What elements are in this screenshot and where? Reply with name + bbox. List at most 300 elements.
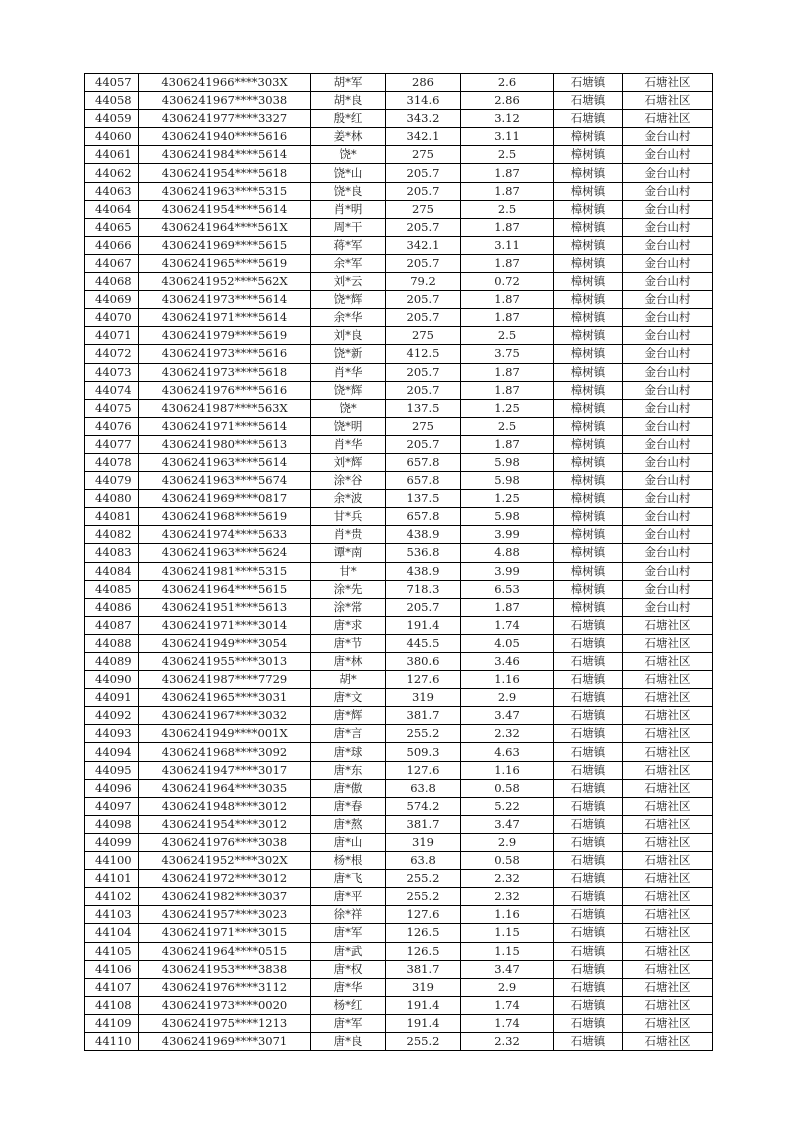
amount-cell: 319 [386, 689, 461, 707]
amount-cell: 205.7 [386, 598, 461, 616]
serial-number-cell: 44081 [85, 508, 139, 526]
town-cell: 樟树镇 [554, 472, 623, 490]
village-cell: 金台山村 [623, 526, 713, 544]
town-cell: 石塘镇 [554, 634, 623, 652]
serial-number-cell: 44099 [85, 833, 139, 851]
id-number-cell: 4306241954****3012 [139, 815, 311, 833]
id-number-cell: 4306241954****5614 [139, 200, 311, 218]
id-number-cell: 4306241940****5616 [139, 128, 311, 146]
serial-number-cell: 44057 [85, 74, 139, 92]
serial-number-cell: 44071 [85, 327, 139, 345]
serial-number-cell: 44108 [85, 996, 139, 1014]
amount-cell: 205.7 [386, 363, 461, 381]
table-row [85, 616, 713, 634]
serial-number-cell: 44101 [85, 870, 139, 888]
amount-cell: 438.9 [386, 526, 461, 544]
id-number-cell: 4306241964****5615 [139, 580, 311, 598]
name-cell: 肖*华 [311, 363, 386, 381]
area-cell: 3.12 [461, 110, 554, 128]
area-cell: 5.98 [461, 472, 554, 490]
town-cell: 石塘镇 [554, 92, 623, 110]
table-row [85, 327, 713, 345]
serial-number-cell: 44079 [85, 472, 139, 490]
village-cell: 金台山村 [623, 417, 713, 435]
area-cell: 1.15 [461, 924, 554, 942]
village-cell: 金台山村 [623, 146, 713, 164]
village-cell: 石塘社区 [623, 852, 713, 870]
town-cell: 石塘镇 [554, 852, 623, 870]
area-cell: 2.5 [461, 327, 554, 345]
village-cell: 金台山村 [623, 598, 713, 616]
table-row [85, 689, 713, 707]
village-cell: 金台山村 [623, 381, 713, 399]
serial-number-cell: 44077 [85, 435, 139, 453]
area-cell: 2.32 [461, 725, 554, 743]
town-cell: 樟树镇 [554, 254, 623, 272]
table-row [85, 761, 713, 779]
town-cell: 樟树镇 [554, 345, 623, 363]
table-row [85, 779, 713, 797]
area-cell: 1.25 [461, 399, 554, 417]
amount-cell: 205.7 [386, 381, 461, 399]
table-row [85, 743, 713, 761]
serial-number-cell: 44082 [85, 526, 139, 544]
name-cell: 姜*林 [311, 128, 386, 146]
id-number-cell: 4306241963****5315 [139, 182, 311, 200]
amount-cell: 342.1 [386, 236, 461, 254]
table-row [85, 236, 713, 254]
id-number-cell: 4306241971****5614 [139, 309, 311, 327]
village-cell: 金台山村 [623, 182, 713, 200]
table-row [85, 942, 713, 960]
serial-number-cell: 44068 [85, 273, 139, 291]
village-cell: 石塘社区 [623, 743, 713, 761]
town-cell: 樟树镇 [554, 544, 623, 562]
name-cell: 谭*南 [311, 544, 386, 562]
table-row [85, 273, 713, 291]
amount-cell: 255.2 [386, 725, 461, 743]
name-cell: 甘* [311, 562, 386, 580]
records-table [84, 73, 713, 1051]
table-row [85, 978, 713, 996]
town-cell: 石塘镇 [554, 870, 623, 888]
amount-cell: 205.7 [386, 435, 461, 453]
table-row [85, 924, 713, 942]
area-cell: 4.88 [461, 544, 554, 562]
name-cell: 刘*云 [311, 273, 386, 291]
serial-number-cell: 44105 [85, 942, 139, 960]
village-cell: 金台山村 [623, 327, 713, 345]
village-cell: 金台山村 [623, 490, 713, 508]
serial-number-cell: 44080 [85, 490, 139, 508]
town-cell: 石塘镇 [554, 779, 623, 797]
village-cell: 石塘社区 [623, 924, 713, 942]
serial-number-cell: 44089 [85, 653, 139, 671]
id-number-cell: 4306241948****3012 [139, 797, 311, 815]
village-cell: 金台山村 [623, 254, 713, 272]
serial-number-cell: 44066 [85, 236, 139, 254]
amount-cell: 275 [386, 327, 461, 345]
town-cell: 石塘镇 [554, 671, 623, 689]
id-number-cell: 4306241967****3038 [139, 92, 311, 110]
name-cell: 胡*良 [311, 92, 386, 110]
serial-number-cell: 44065 [85, 218, 139, 236]
town-cell: 樟树镇 [554, 146, 623, 164]
amount-cell: 275 [386, 200, 461, 218]
amount-cell: 445.5 [386, 634, 461, 652]
town-cell: 石塘镇 [554, 978, 623, 996]
name-cell: 唐*军 [311, 1014, 386, 1032]
amount-cell: 412.5 [386, 345, 461, 363]
id-number-cell: 4306241976****3112 [139, 978, 311, 996]
serial-number-cell: 44096 [85, 779, 139, 797]
village-cell: 金台山村 [623, 164, 713, 182]
amount-cell: 127.6 [386, 671, 461, 689]
table-row [85, 417, 713, 435]
serial-number-cell: 44074 [85, 381, 139, 399]
name-cell: 肖*贵 [311, 526, 386, 544]
id-number-cell: 4306241979****5619 [139, 327, 311, 345]
serial-number-cell: 44076 [85, 417, 139, 435]
area-cell: 1.87 [461, 218, 554, 236]
id-number-cell: 4306241965****3031 [139, 689, 311, 707]
town-cell: 樟树镇 [554, 200, 623, 218]
serial-number-cell: 44073 [85, 363, 139, 381]
serial-number-cell: 44086 [85, 598, 139, 616]
id-number-cell: 4306241953****3838 [139, 960, 311, 978]
name-cell: 饶*明 [311, 417, 386, 435]
name-cell: 唐*林 [311, 653, 386, 671]
town-cell: 石塘镇 [554, 996, 623, 1014]
area-cell: 1.87 [461, 254, 554, 272]
amount-cell: 342.1 [386, 128, 461, 146]
name-cell: 涂*先 [311, 580, 386, 598]
area-cell: 1.87 [461, 435, 554, 453]
serial-number-cell: 44083 [85, 544, 139, 562]
area-cell: 1.16 [461, 906, 554, 924]
table-row [85, 544, 713, 562]
area-cell: 3.47 [461, 815, 554, 833]
name-cell: 饶* [311, 399, 386, 417]
table-row [85, 960, 713, 978]
amount-cell: 319 [386, 978, 461, 996]
town-cell: 石塘镇 [554, 707, 623, 725]
id-number-cell: 4306241971****5614 [139, 417, 311, 435]
table-row [85, 888, 713, 906]
table-row [85, 852, 713, 870]
id-number-cell: 4306241947****3017 [139, 761, 311, 779]
serial-number-cell: 44098 [85, 815, 139, 833]
amount-cell: 275 [386, 417, 461, 435]
area-cell: 2.5 [461, 417, 554, 435]
name-cell: 饶*山 [311, 164, 386, 182]
id-number-cell: 4306241972****3012 [139, 870, 311, 888]
name-cell: 饶*辉 [311, 291, 386, 309]
amount-cell: 718.3 [386, 580, 461, 598]
id-number-cell: 4306241955****3013 [139, 653, 311, 671]
village-cell: 石塘社区 [623, 707, 713, 725]
amount-cell: 657.8 [386, 508, 461, 526]
area-cell: 1.74 [461, 996, 554, 1014]
id-number-cell: 4306241976****5616 [139, 381, 311, 399]
village-cell: 石塘社区 [623, 996, 713, 1014]
name-cell: 唐*山 [311, 833, 386, 851]
name-cell: 徐*祥 [311, 906, 386, 924]
name-cell: 饶*新 [311, 345, 386, 363]
amount-cell: 63.8 [386, 852, 461, 870]
name-cell: 唐*球 [311, 743, 386, 761]
area-cell: 2.32 [461, 1032, 554, 1050]
name-cell: 唐*华 [311, 978, 386, 996]
name-cell: 唐*良 [311, 1032, 386, 1050]
name-cell: 唐*武 [311, 942, 386, 960]
id-number-cell: 4306241964****0515 [139, 942, 311, 960]
area-cell: 0.58 [461, 852, 554, 870]
serial-number-cell: 44095 [85, 761, 139, 779]
table-row [85, 92, 713, 110]
serial-number-cell: 44075 [85, 399, 139, 417]
id-number-cell: 4306241982****3037 [139, 888, 311, 906]
id-number-cell: 4306241963****5614 [139, 453, 311, 471]
serial-number-cell: 44088 [85, 634, 139, 652]
table-body [85, 74, 713, 1051]
serial-number-cell: 44072 [85, 345, 139, 363]
id-number-cell: 4306241951****5613 [139, 598, 311, 616]
table-row [85, 164, 713, 182]
amount-cell: 319 [386, 833, 461, 851]
area-cell: 3.11 [461, 236, 554, 254]
village-cell: 石塘社区 [623, 797, 713, 815]
area-cell: 2.86 [461, 92, 554, 110]
village-cell: 石塘社区 [623, 634, 713, 652]
village-cell: 金台山村 [623, 128, 713, 146]
id-number-cell: 4306241969****0817 [139, 490, 311, 508]
town-cell: 樟树镇 [554, 508, 623, 526]
town-cell: 石塘镇 [554, 815, 623, 833]
amount-cell: 509.3 [386, 743, 461, 761]
id-number-cell: 4306241952****562X [139, 273, 311, 291]
town-cell: 樟树镇 [554, 327, 623, 345]
amount-cell: 126.5 [386, 942, 461, 960]
serial-number-cell: 44087 [85, 616, 139, 634]
amount-cell: 381.7 [386, 960, 461, 978]
town-cell: 石塘镇 [554, 761, 623, 779]
table-row [85, 598, 713, 616]
name-cell: 杨*红 [311, 996, 386, 1014]
serial-number-cell: 44106 [85, 960, 139, 978]
table-row [85, 110, 713, 128]
name-cell: 殷*红 [311, 110, 386, 128]
village-cell: 石塘社区 [623, 942, 713, 960]
id-number-cell: 4306241969****3071 [139, 1032, 311, 1050]
id-number-cell: 4306241973****0020 [139, 996, 311, 1014]
village-cell: 金台山村 [623, 580, 713, 598]
name-cell: 周*干 [311, 218, 386, 236]
village-cell: 石塘社区 [623, 978, 713, 996]
town-cell: 石塘镇 [554, 110, 623, 128]
table-row [85, 707, 713, 725]
table-row [85, 490, 713, 508]
amount-cell: 657.8 [386, 472, 461, 490]
amount-cell: 255.2 [386, 888, 461, 906]
area-cell: 1.87 [461, 363, 554, 381]
area-cell: 3.99 [461, 526, 554, 544]
id-number-cell: 4306241954****5618 [139, 164, 311, 182]
table-row [85, 363, 713, 381]
name-cell: 肖*明 [311, 200, 386, 218]
table-row [85, 833, 713, 851]
town-cell: 樟树镇 [554, 399, 623, 417]
serial-number-cell: 44090 [85, 671, 139, 689]
name-cell: 余*华 [311, 309, 386, 327]
table-row [85, 218, 713, 236]
table-row [85, 634, 713, 652]
id-number-cell: 4306241971****3015 [139, 924, 311, 942]
amount-cell: 343.2 [386, 110, 461, 128]
table-row [85, 815, 713, 833]
id-number-cell: 4306241975****1213 [139, 1014, 311, 1032]
area-cell: 2.5 [461, 146, 554, 164]
table-row [85, 996, 713, 1014]
amount-cell: 191.4 [386, 616, 461, 634]
amount-cell: 127.6 [386, 761, 461, 779]
town-cell: 石塘镇 [554, 906, 623, 924]
area-cell: 2.9 [461, 833, 554, 851]
town-cell: 石塘镇 [554, 960, 623, 978]
amount-cell: 205.7 [386, 182, 461, 200]
village-cell: 金台山村 [623, 291, 713, 309]
village-cell: 金台山村 [623, 345, 713, 363]
area-cell: 1.16 [461, 761, 554, 779]
name-cell: 饶* [311, 146, 386, 164]
name-cell: 胡*军 [311, 74, 386, 92]
table-row [85, 74, 713, 92]
village-cell: 金台山村 [623, 453, 713, 471]
table-row [85, 1032, 713, 1050]
serial-number-cell: 44110 [85, 1032, 139, 1050]
village-cell: 金台山村 [623, 508, 713, 526]
table-row [85, 128, 713, 146]
name-cell: 肖*华 [311, 435, 386, 453]
table-row [85, 870, 713, 888]
amount-cell: 286 [386, 74, 461, 92]
id-number-cell: 4306241973****5616 [139, 345, 311, 363]
village-cell: 石塘社区 [623, 725, 713, 743]
name-cell: 唐*言 [311, 725, 386, 743]
area-cell: 3.47 [461, 960, 554, 978]
table-row [85, 254, 713, 272]
amount-cell: 137.5 [386, 399, 461, 417]
area-cell: 3.46 [461, 653, 554, 671]
serial-number-cell: 44094 [85, 743, 139, 761]
serial-number-cell: 44104 [85, 924, 139, 942]
village-cell: 石塘社区 [623, 653, 713, 671]
town-cell: 樟树镇 [554, 381, 623, 399]
village-cell: 石塘社区 [623, 671, 713, 689]
amount-cell: 438.9 [386, 562, 461, 580]
id-number-cell: 4306241949****3054 [139, 634, 311, 652]
town-cell: 樟树镇 [554, 309, 623, 327]
village-cell: 石塘社区 [623, 689, 713, 707]
area-cell: 2.32 [461, 888, 554, 906]
id-number-cell: 4306241977****3327 [139, 110, 311, 128]
amount-cell: 275 [386, 146, 461, 164]
village-cell: 石塘社区 [623, 1032, 713, 1050]
area-cell: 2.9 [461, 689, 554, 707]
table-row [85, 399, 713, 417]
area-cell: 5.22 [461, 797, 554, 815]
id-number-cell: 4306241949****001X [139, 725, 311, 743]
village-cell: 金台山村 [623, 218, 713, 236]
village-cell: 石塘社区 [623, 779, 713, 797]
id-number-cell: 4306241973****5614 [139, 291, 311, 309]
id-number-cell: 4306241964****3035 [139, 779, 311, 797]
name-cell: 涂*常 [311, 598, 386, 616]
id-number-cell: 4306241963****5624 [139, 544, 311, 562]
serial-number-cell: 44097 [85, 797, 139, 815]
town-cell: 樟树镇 [554, 580, 623, 598]
name-cell: 唐*飞 [311, 870, 386, 888]
area-cell: 5.98 [461, 508, 554, 526]
name-cell: 唐*节 [311, 634, 386, 652]
town-cell: 樟树镇 [554, 453, 623, 471]
area-cell: 2.6 [461, 74, 554, 92]
area-cell: 2.9 [461, 978, 554, 996]
town-cell: 樟树镇 [554, 236, 623, 254]
village-cell: 石塘社区 [623, 833, 713, 851]
name-cell: 胡* [311, 671, 386, 689]
serial-number-cell: 44059 [85, 110, 139, 128]
area-cell: 1.15 [461, 942, 554, 960]
area-cell: 3.99 [461, 562, 554, 580]
amount-cell: 574.2 [386, 797, 461, 815]
table-row [85, 453, 713, 471]
area-cell: 5.98 [461, 453, 554, 471]
name-cell: 饶*辉 [311, 381, 386, 399]
amount-cell: 205.7 [386, 291, 461, 309]
village-cell: 石塘社区 [623, 870, 713, 888]
serial-number-cell: 44084 [85, 562, 139, 580]
name-cell: 刘*良 [311, 327, 386, 345]
id-number-cell: 4306241966****303X [139, 74, 311, 92]
id-number-cell: 4306241964****561X [139, 218, 311, 236]
town-cell: 樟树镇 [554, 490, 623, 508]
village-cell: 石塘社区 [623, 906, 713, 924]
village-cell: 石塘社区 [623, 815, 713, 833]
area-cell: 1.87 [461, 164, 554, 182]
id-number-cell: 4306241963****5674 [139, 472, 311, 490]
village-cell: 石塘社区 [623, 1014, 713, 1032]
table-row [85, 725, 713, 743]
area-cell: 1.87 [461, 291, 554, 309]
id-number-cell: 4306241976****3038 [139, 833, 311, 851]
serial-number-cell: 44109 [85, 1014, 139, 1032]
id-number-cell: 4306241984****5614 [139, 146, 311, 164]
village-cell: 石塘社区 [623, 616, 713, 634]
village-cell: 石塘社区 [623, 74, 713, 92]
id-number-cell: 4306241973****5618 [139, 363, 311, 381]
village-cell: 石塘社区 [623, 92, 713, 110]
id-number-cell: 4306241987****7729 [139, 671, 311, 689]
name-cell: 刘*辉 [311, 453, 386, 471]
area-cell: 3.11 [461, 128, 554, 146]
name-cell: 余*波 [311, 490, 386, 508]
town-cell: 石塘镇 [554, 833, 623, 851]
town-cell: 石塘镇 [554, 1032, 623, 1050]
town-cell: 石塘镇 [554, 1014, 623, 1032]
serial-number-cell: 44085 [85, 580, 139, 598]
table-row [85, 562, 713, 580]
